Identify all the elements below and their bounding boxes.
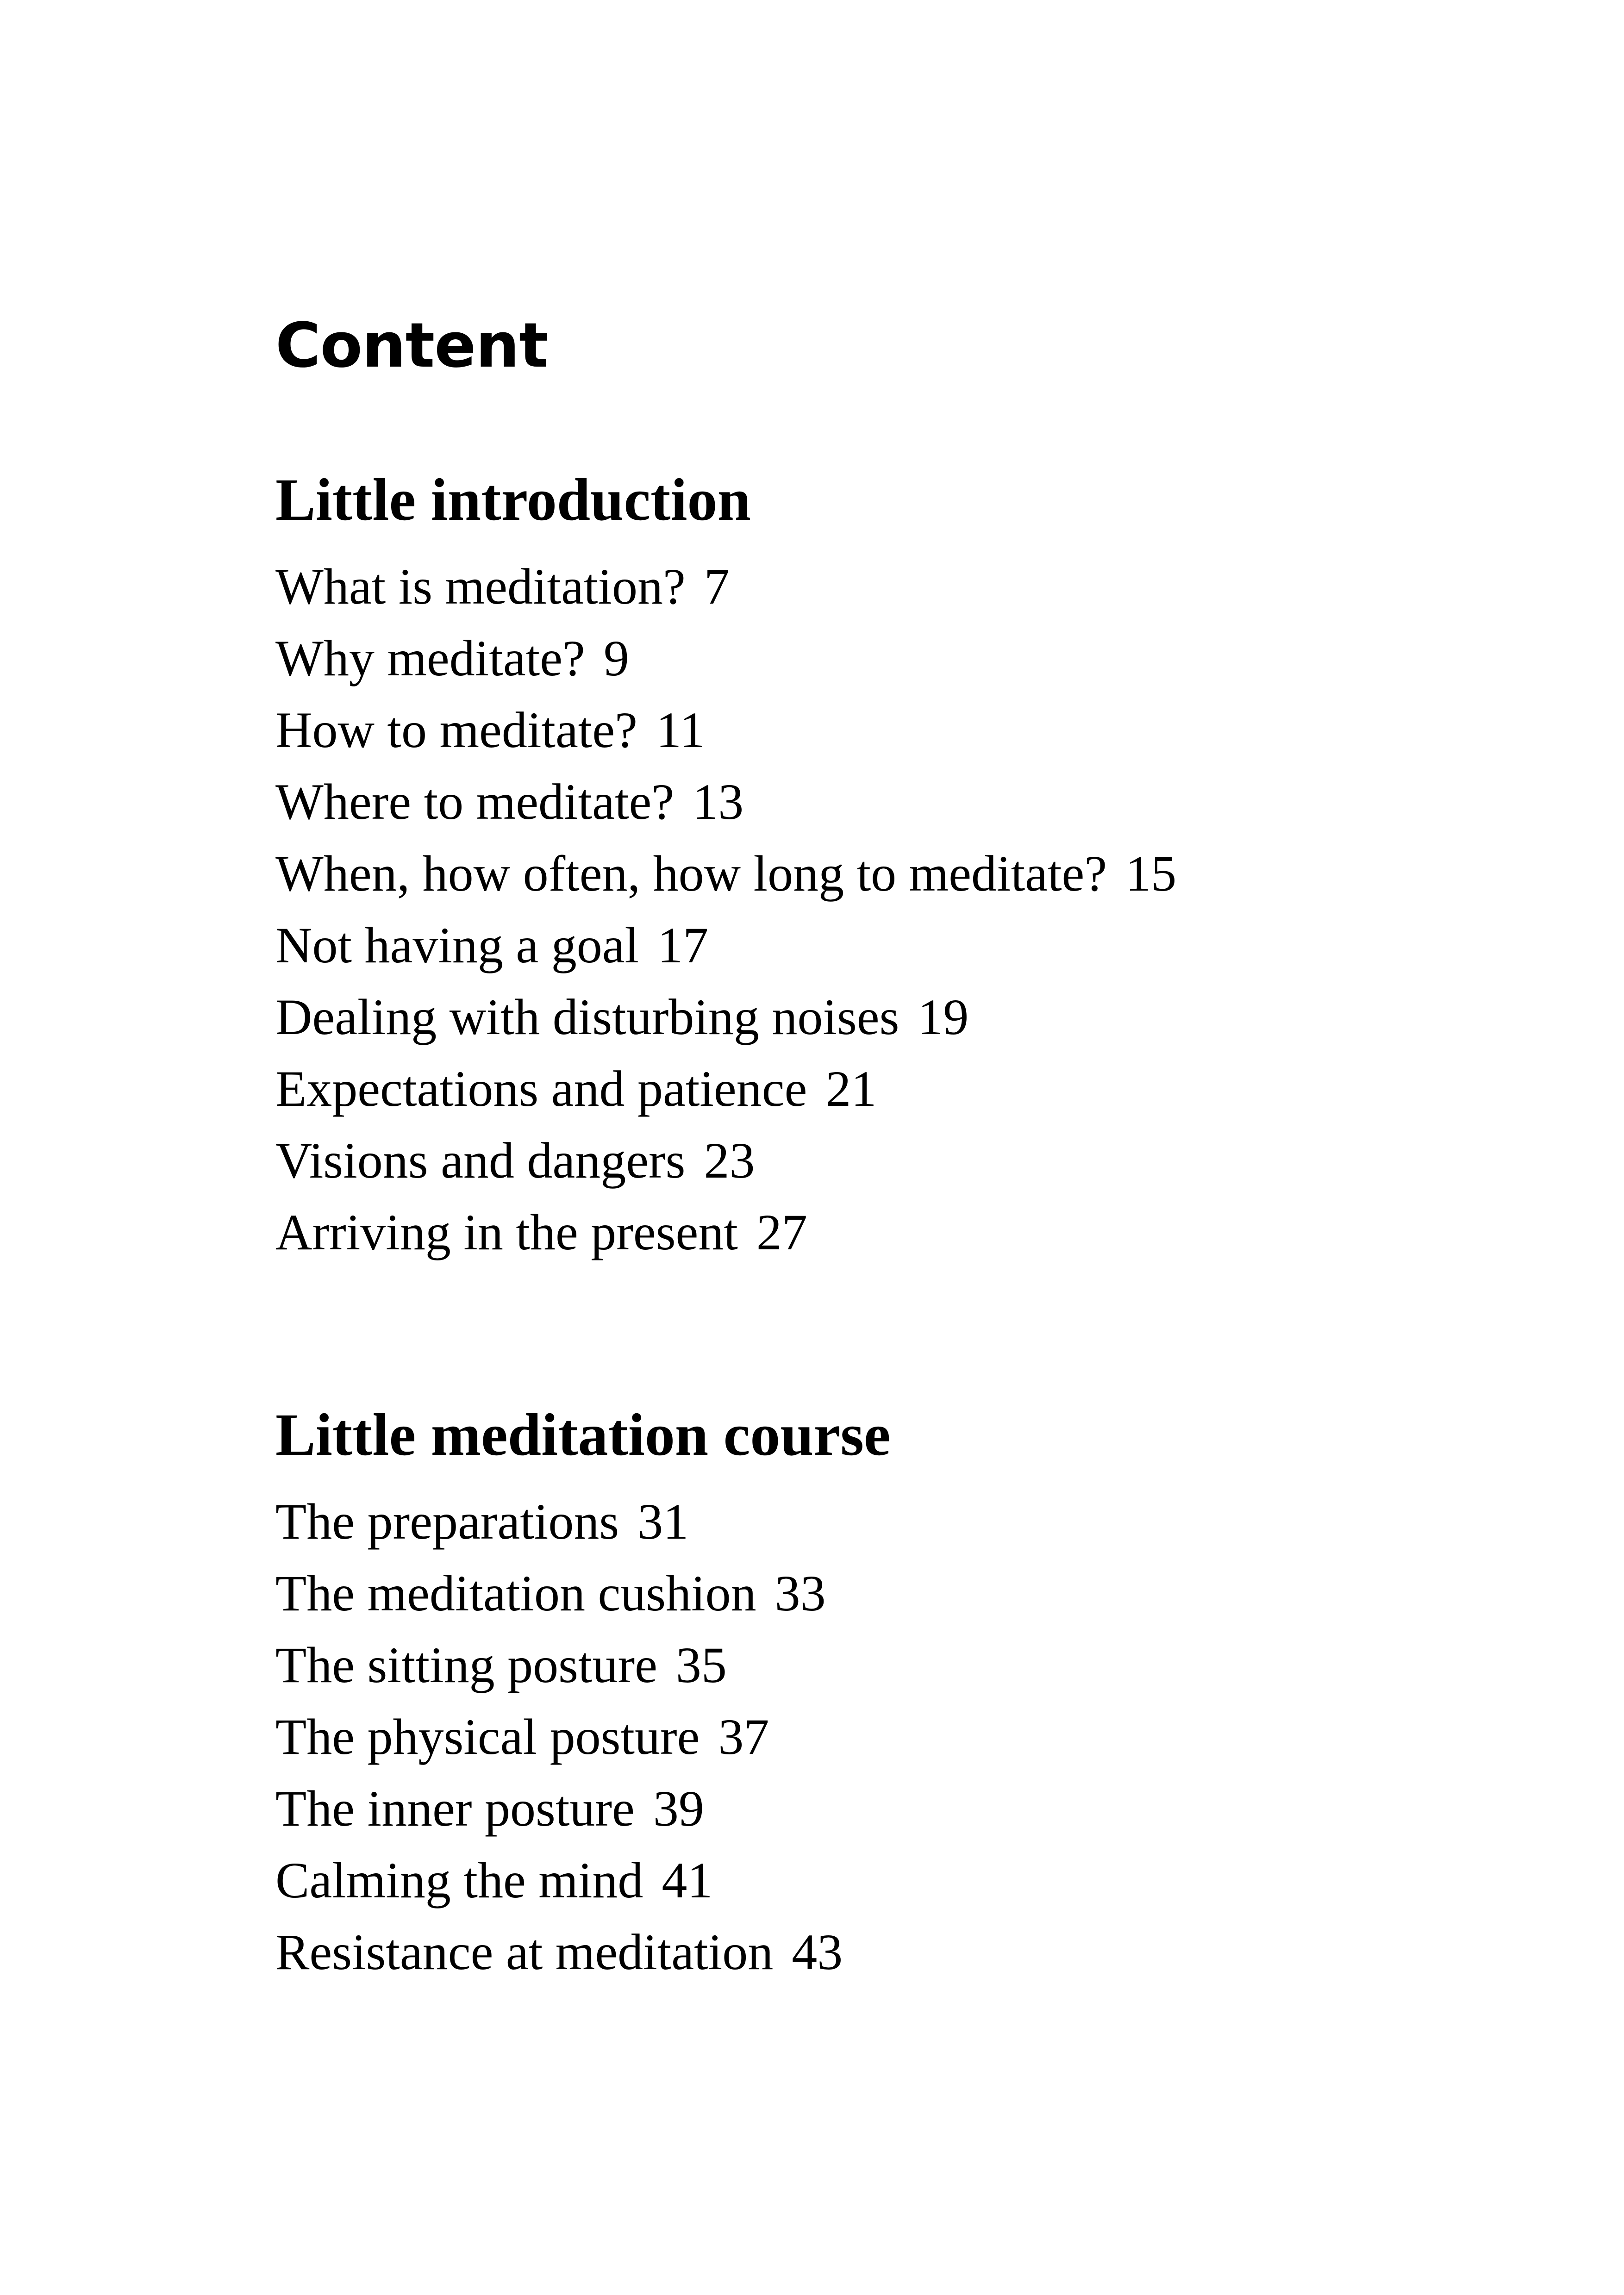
entry-page-number: 7 [704, 558, 730, 615]
entry-page-number: 33 [775, 1565, 826, 1621]
entry-title: Expectations and patience [275, 1060, 807, 1117]
toc-entry [275, 1197, 1176, 1268]
toc-entry [275, 1845, 891, 1916]
toc-entry [275, 694, 1176, 766]
entry-title: The physical posture [275, 1709, 700, 1765]
toc-entry [275, 1701, 891, 1773]
toc-entry [275, 766, 1176, 838]
toc-entry [275, 1486, 891, 1558]
toc-entry [275, 1053, 1176, 1125]
toc-entry [275, 1916, 891, 1988]
section-little-meditation-course [275, 1393, 891, 1988]
entry-page-number: 37 [718, 1709, 769, 1765]
toc-entry [275, 623, 1176, 694]
entry-title: How to meditate? [275, 702, 637, 758]
entry-page-number: 11 [656, 702, 705, 758]
toc-entry [275, 910, 1176, 981]
entry-page-number: 15 [1125, 845, 1177, 902]
entry-page-number: 13 [693, 773, 744, 830]
page-title: Content [275, 310, 548, 381]
entry-page-number: 43 [792, 1924, 843, 1980]
entry-page-number: 21 [825, 1060, 877, 1117]
entry-title: The inner posture [275, 1780, 635, 1837]
toc-entry [275, 1773, 891, 1845]
toc-list [275, 551, 1176, 1268]
section-heading: Little meditation course [275, 1402, 891, 1468]
section-little-introduction [275, 458, 1176, 1268]
entry-title: When, how often, how long to meditate? [275, 845, 1107, 902]
toc-entry [275, 551, 1176, 623]
toc-entry [275, 1558, 891, 1629]
entry-title: Why meditate? [275, 630, 585, 686]
entry-page-number: 27 [756, 1204, 807, 1260]
entry-page-number: 35 [675, 1637, 727, 1693]
section-heading: Little introduction [275, 467, 751, 533]
toc-entry [275, 838, 1176, 910]
entry-title: The meditation cushion [275, 1565, 756, 1621]
entry-page-number: 9 [603, 630, 629, 686]
toc-entry [275, 1125, 1176, 1197]
entry-title: Visions and dangers [275, 1132, 686, 1189]
entry-page-number: 31 [637, 1493, 689, 1550]
entry-title: The preparations [275, 1493, 619, 1550]
entry-title: What is meditation? [275, 558, 686, 615]
toc-list [275, 1486, 891, 1988]
entry-page-number: 17 [657, 917, 709, 973]
entry-page-number: 19 [918, 989, 969, 1045]
entry-page-number: 23 [704, 1132, 755, 1189]
entry-title: Where to meditate? [275, 773, 675, 830]
toc-entry [275, 1629, 891, 1701]
toc-entry [275, 981, 1176, 1053]
entry-page-number: 41 [662, 1852, 713, 1908]
entry-title: Calming the mind [275, 1852, 643, 1908]
entry-title: Not having a goal [275, 917, 639, 973]
entry-title: Resistance at meditation [275, 1924, 774, 1980]
entry-title: Dealing with disturbing noises [275, 989, 899, 1045]
entry-title: The sitting posture [275, 1637, 657, 1693]
entry-title: Arriving in the present [275, 1204, 738, 1260]
entry-page-number: 39 [653, 1780, 704, 1837]
